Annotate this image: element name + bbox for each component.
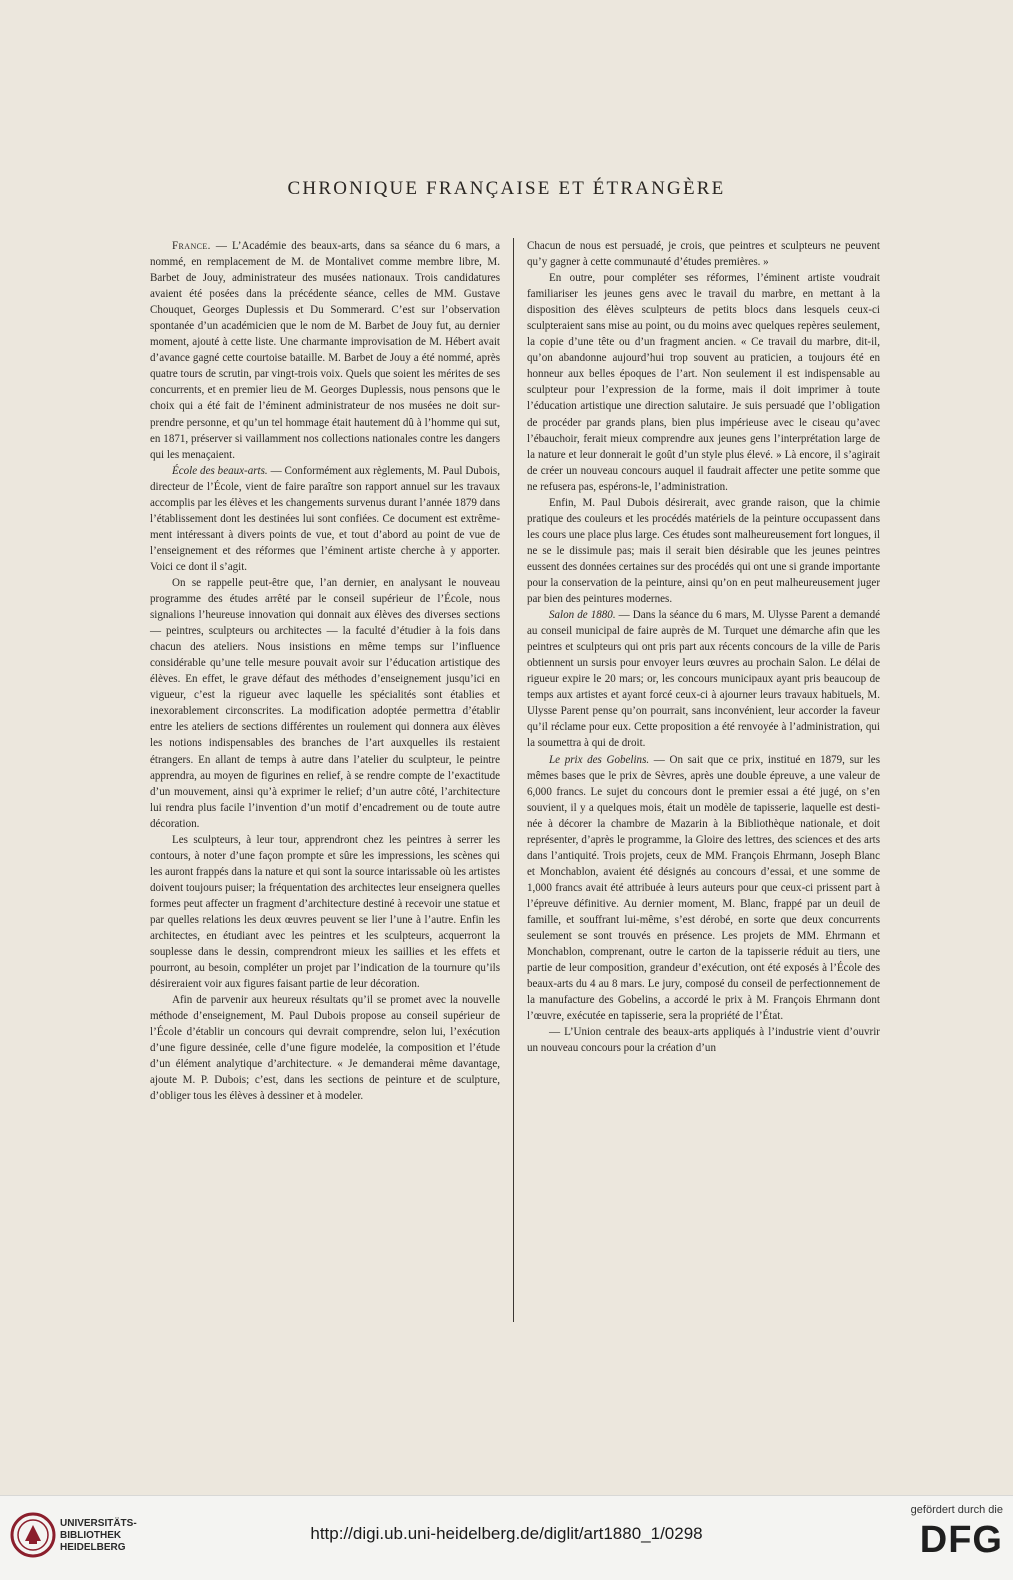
page-url-link[interactable]: http://digi.ub.uni-heidelberg.de/diglit/art1880_1/0298	[310, 1524, 703, 1543]
section-lead: École des beaux-arts.	[172, 464, 268, 477]
paragraph	[527, 607, 880, 751]
page-title: CHRONIQUE FRANÇAISE ET ÉTRANGÈRE	[287, 178, 726, 199]
footer-bar	[0, 1495, 1013, 1580]
section-lead: France.	[172, 240, 211, 252]
paragraph-text: En outre, pour compléter ses réformes, l’éminent artiste voudrait familiariser les jeunes gens avec le travail du marbre, en mettant à la disposition des élèves sculpteurs de petits blocs dans lesquels ceux-ci sculpteraient sans mise au point, ou du moins avec quelques repères seulement, la copie d’une tête ou d’un fragment ancien. « Ce travail du marbre, dit-il, qu’on abandonne aujourd’hui trop souvent au praticien, a toujours été en honneur aux belles époques de l’art. Non seulement il est indispensable au sculpteur pour l’expression de la forme, mais il doit imprimer à toute l’éducation artistique une direction salutaire. Je suis persuadé que l’obligation de procéder par grands plans, bien plus impérieuse avec le ciseau qu’avec l’ébauchoir, ferait mieux comprendre aux jeunes gens l’interprétation large de la nature et leur donnerait le goût d’un style plus élevé. » Là encore, il s’agirait de créer un nouveau concours auquel il faudrait affecter une petite somme que ne refusera pas, espérons-le, l’administration.	[527, 272, 880, 493]
sponsor-text: gefördert durch die	[910, 1504, 1003, 1516]
paragraph	[150, 463, 500, 575]
paragraph-text: — L’Union centrale des beaux-arts appliqués à l’industrie vient d’ouvrir un nouveau concours pour la création d’un	[527, 1026, 880, 1055]
paragraph	[150, 238, 500, 463]
right-column	[527, 238, 880, 1056]
paragraph-text: Afin de parvenir aux heureux résultats qu’il se promet avec la nouvelle méthode d’enseignement, M. Paul Dubois propose au conseil supérieur de l’École d’établir un concours qui devrait comprendre, selon lui, l’exécution d’une figure dessinée, celle d’une figure modelée, la composition et l’étude d’un élément analytique d’architecture. « Je demanderai même davantage, ajoute M. P. Dubois; c’est, dans les sections de peinture et de sculpture, d’obliger tous les élèves à dessiner et à modeler.	[150, 994, 500, 1103]
paragraph	[150, 575, 500, 832]
paragraph-text: — Dans la séance du 6 mars, M. Ulysse Parent a demandé au conseil municipal de faire auprès de M. Turquet une démarche afin que les peintres et sculpteurs qui ont pris part aux récents concours de la ville de Paris obtiennent un sursis pour envoyer leurs œuvres au prochain Salon. Le délai de rigueur expire le 20 mars; or, les concours municipaux ayant pris beaucoup de temps aux artistes et ayant forcé ceux-ci à ajourner leurs travaux habituels, M. Ulysse Parent pense qu’on pourrait, sans inconvénient, leur accorder la faveur qu’il réclame pour eux. Cette proposition a été renvoyée à l’administration, qui la soumettra à qui de droit.	[527, 609, 880, 750]
section-lead: Le prix des Gobelins.	[549, 753, 650, 766]
paragraph	[527, 270, 880, 495]
paragraph-text: — Conformément aux règlements, M. Paul Dubois, directeur de l’École, vient de faire paraître son rapport annuel sur les travaux accomplis par les élèves et les changements survenus durant l’année 1879 dans l’établissement dont les destinées lui sont confiées. Ce document est extrêmement intéressant à divers points de vue, et tout d’abord au point de vue de l’enseignement et des réformes que l’éminent artiste cherche à y apporter. Voici ce dont il s’agit.	[150, 464, 500, 573]
paragraph	[527, 495, 880, 607]
library-name-line: HEIDELBERG	[60, 1542, 126, 1553]
library-name-line: UNIVERSITÄTS-	[60, 1518, 137, 1529]
paragraph	[150, 992, 500, 1104]
dfg-logo: DFG	[919, 1519, 1003, 1561]
paragraph	[527, 1024, 880, 1056]
paragraph	[527, 752, 880, 1025]
left-column	[150, 238, 500, 1105]
column-divider	[513, 238, 514, 1322]
paragraph-text: On se rappelle peut-être que, l’an dernier, en analysant le nouveau programme des études arrêté par le conseil supérieur de l’École, nous signalions l’heureuse innovation qui donnait aux élèves des diverses sections — peintres, sculpteurs ou architectes — la faculté d’étudier à la fois dans chacun des ateliers. Nous insistions en même temps sur l’influence considérable qu’une telle mesure pouvait avoir sur l’éducation artistique des élèves. En effet, le grave défaut des méthodes d’enseignement jusqu’ici en vigueur, c’est la rigueur avec laquelle les spécialités sont établies et inexorablement circonscrites. La modification adoptée permettra d’établir entre les ateliers de sections différentes un roulement qui donnera aux élèves les notions indispensables des branches de l’art auxquelles ils restaient étrangers. En allant de temps à autre dans l’atelier du sculpteur, le peintre apprendra, au moyen de figurines en relief, à se rendre compte de l’exactitude d’un mouvement, ainsi qu’à exprimer le relief; d’un autre côté, l’architecture lui rendra plus facile l’invention d’un motif d’encadrement ou de toute autre décoration.	[150, 576, 500, 830]
sponsor-block[interactable]	[893, 1504, 1003, 1560]
paragraph	[150, 832, 500, 992]
paragraph-text: Les sculpteurs, à leur tour, apprendront chez les peintres à serrer les contours, à noter d’une façon prompte et sûre les impressions, les scènes qui les auront frappés dans la nature et qui sont la source intarissable où les artistes doivent toujours puiser; la fréquentation des architectes leur enseignera quelles formes peut affecter un fragment d’architecture destiné à recevoir une statue et par quelles relations les deux œuvres peuvent se lier l’une à l’autre. Enfin les architectes, en étudiant avec les peintres et les sculpteurs, acquerront la souplesse dans le dessin, comprendront mieux les saillies et les effets et pourront, au besoin, compléter un projet par l’indication de la tournure qu’ils désireraient voir aux figures faisant partie de leur décoration.	[150, 833, 500, 991]
paragraph-text: Chacun de nous est persuadé, je crois, que peintres et sculpteurs ne peuvent qu’y gagner à cette communauté d’études premières. »	[527, 240, 880, 269]
section-lead: Salon de 1880.	[549, 609, 616, 622]
library-name-line: BIBLIOTHEK	[60, 1530, 122, 1541]
paragraph-text: Enfin, M. Paul Dubois désirerait, avec grande raison, que la chimie pratique des couleurs et les procédés matériels de la peinture occupassent dans les cours une place plus large. Ces études sont malheureusement fort longues, il ne se le dissimule pas; mais il serait bien désirable que les jeunes peintres eussent des données certaines sur des procédés qui ont une si grande importante pour la conservation de la peinture, ainsi qu’on en peut malheureusement juger par bien des peintures modernes.	[527, 496, 880, 606]
paragraph	[527, 238, 880, 270]
paragraph-text: — L’Académie des beaux-arts, dans sa séance du 6 mars, a nommé, en remplacement de M. de Montalivet comme membre libre, M. Barbet de Jouy, administrateur des musées nationaux. Trois candidatures avaient été posées dans la précédente séance, celles de MM. Gustave Chouquet, Georges Duplessis et Du Sommerard. C’est sur l’observation spontanée d’un académicien que le nom de M. Barbet de Jouy fut, au dernier moment, ajouté à cette liste. Une charmante improvisation de M. Hébert avait d’avance gagné cette courtoise bataille. M. Barbet de Jouy a été nommé, après quatre tours de scrutin, par vingt-trois voix. Quels que soient les mérites de ses concurrents, et en premier lieu de M. Georges Duplessis, nous pensons que le choix qui a été fait de l’éminent administrateur de nos musées ne doit surprendre personne, et qu’un tel hommage était hautement dû à l’homme qui sut, en 1871, préserver si vaillamment nos collections nationales contre les dangers qui les menaçaient.	[150, 240, 500, 461]
paragraph-text: — On sait que ce prix, institué en 1879, sur les mêmes bases que le prix de Sèvres, après une double épreuve, a une valeur de 6,000 francs. Le sujet du concours dont le premier essai a été jugé, on s’en souvient, il y a quelques mois, était un modèle de tapisserie, laquelle est destinée à décorer la chambre de Mazarin à la Bibliothèque nationale, et doit représenter, d’après le programme, la Gloire des lettres, des sciences et des arts dans l’antiquité. Trois projets, ceux de MM. François Ehrmann, Joseph Blanc et Monchablon, avaient été désignés au concours d’essai, et une somme de 1,000 francs avait été attribuée à leurs auteurs pour que ceux-ci prissent part à l’épreuve définitive. Au dernier moment, M. Blanc, frappé par un deuil de famille, et souffrant lui-même, s’est dérobé, en sorte que deux concurrents seulement se sont trouvés en présence. Les projets de MM. Ehrmann et Monchablon, comprenant, outre le carton de la tapisserie réduit au tiers, une partie de leur composition, grandeur d’exécution, ont été exposés à l’École des beaux-arts du 4 au 8 mars. Le jury, composé du conseil de perfectionnement de la manufacture des Gobelins, a accordé le prix à M. François Ehrmann dont l’œuvre, exécutée en tapisserie, sera la propriété de l’État.	[527, 753, 880, 1023]
